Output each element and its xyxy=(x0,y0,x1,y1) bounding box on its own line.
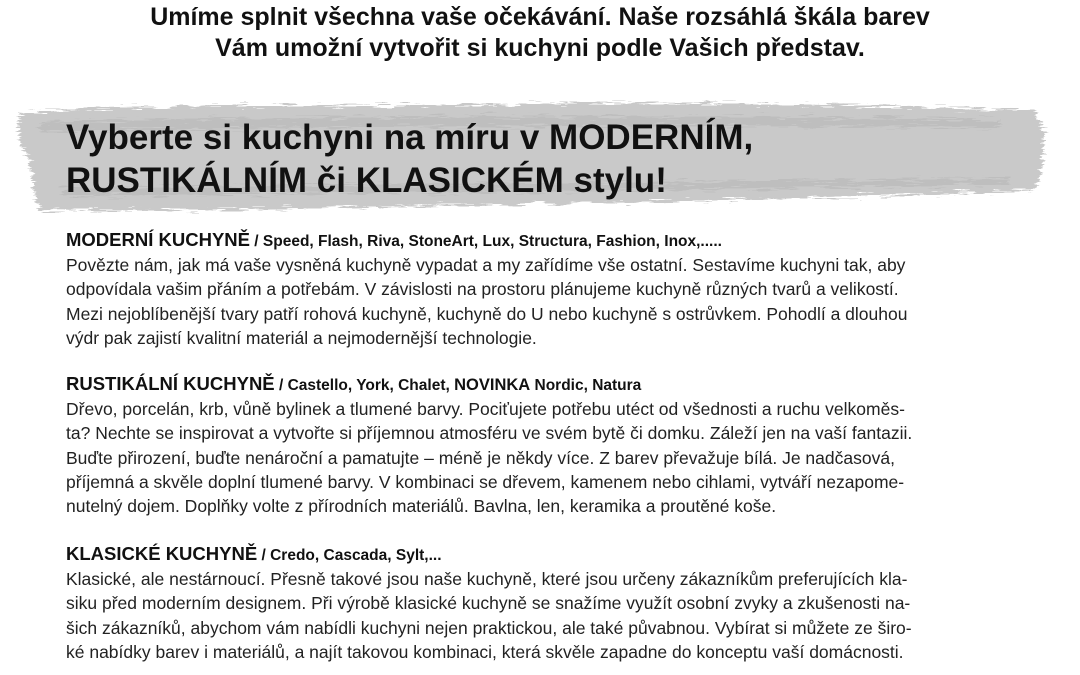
section-models: Speed, Flash, Riva, StoneArt, Lux, Structura, Fashion, Inox,..... xyxy=(262,233,722,250)
section-models: Credo, Cascada, Sylt,... xyxy=(270,547,442,564)
intro-line: Vám umožní vytvořit si kuchyni podle Vašich představ. xyxy=(215,34,865,62)
body-line: Klasické, ale nestárnoucí. Přesně takové jsou naše kuchyně, které jsou určeny zákazníkům preferujících kla- xyxy=(66,569,908,589)
body-line: příjemná a skvěle doplní tlumené barvy. V kombinaci se dřevem, kamenem nebo cihlami, vytváří nezapome- xyxy=(66,471,905,492)
body-line: šich zákazníků, abychom vám nabídli kuchyni nejen praktickou, ale také půvabnou. Vybírat si můžete ze širo- xyxy=(66,617,912,638)
section-models: Castello, York, Chalet, xyxy=(287,377,455,394)
headline-line: Vyberte si kuchyni na míru v MODERNÍM, xyxy=(66,118,754,157)
section-body xyxy=(66,253,1026,350)
intro-line: Umíme splnit všechna vaše očekávání. Naše rozsáhlá škála barev xyxy=(150,3,930,31)
section-title: RUSTIKÁLNÍ KUCHYNĚ xyxy=(66,373,275,394)
section-models-after: Nordic, Natura xyxy=(530,377,642,394)
body-line: odpovídala vašim přáním a potřebám. V závislosti na prostoru plánujeme kuchyně různých tvarů a velikostí. xyxy=(66,279,899,300)
body-line: výdr pak zajistí kvalitní materiál a nejmodernější technologie. xyxy=(66,327,537,348)
section-heading xyxy=(66,229,1026,253)
body-line: siku před moderním designem. Při výrobě klasické kuchyně se snažíme využít osobní zvyky a zkušenosti na- xyxy=(66,593,911,614)
section-classic xyxy=(66,543,1026,664)
section-separator: / xyxy=(257,547,271,564)
section-separator: / xyxy=(249,233,263,250)
body-line: Mezi nejoblíbenější tvary patří rohová kuchyně, kuchyně do U nebo kuchyně s ostrůvkem. Pohodlí a dlouhou xyxy=(66,303,908,324)
body-line: ta? Nechte se inspirovat a vytvořte si příjemnou atmosféru ve svém bytě či domku. Záleží jen na vaší fantazii. xyxy=(66,423,913,444)
body-line: Dřevo, porcelán, krb, vůně bylinek a tlumené barvy. Pociťujete potřebu utéct od všednosti a ruchu velkoměs- xyxy=(66,399,905,419)
section-body xyxy=(66,567,1026,664)
page-headline xyxy=(66,116,753,202)
section-rustic xyxy=(66,373,1026,518)
section-modern xyxy=(66,229,1026,350)
headline-line: RUSTIKÁLNÍM či KLASICKÉM stylu! xyxy=(66,161,667,200)
section-title: MODERNÍ KUCHYNĚ xyxy=(66,229,250,250)
section-separator: / xyxy=(274,377,288,394)
section-heading xyxy=(66,543,1026,567)
body-line: ké nabídky barev i materiálů, a najít takovou kombinaci, která skvěle zapadne do konceptu vaší domácnosti. xyxy=(66,641,904,662)
section-body xyxy=(66,397,1026,518)
body-line: nutelný dojem. Doplňky volte z přírodních materiálů. Bavlna, len, keramika a proutěné koše. xyxy=(66,496,777,517)
novelty-badge: NOVINKA xyxy=(454,376,531,394)
body-line: Povězte nám, jak má vaše vysněná kuchyně vypadat a my zařídíme vše ostatní. Sestavíme kuchyni tak, aby xyxy=(66,255,906,275)
section-heading xyxy=(66,373,1026,397)
intro-text xyxy=(0,2,1080,64)
body-line: Buďte přirození, buďte nenároční a pamatujte – méně je někdy více. Z barev převažuje bílá. Je nadčasová, xyxy=(66,447,895,468)
section-title: KLASICKÉ KUCHYNĚ xyxy=(66,543,258,564)
